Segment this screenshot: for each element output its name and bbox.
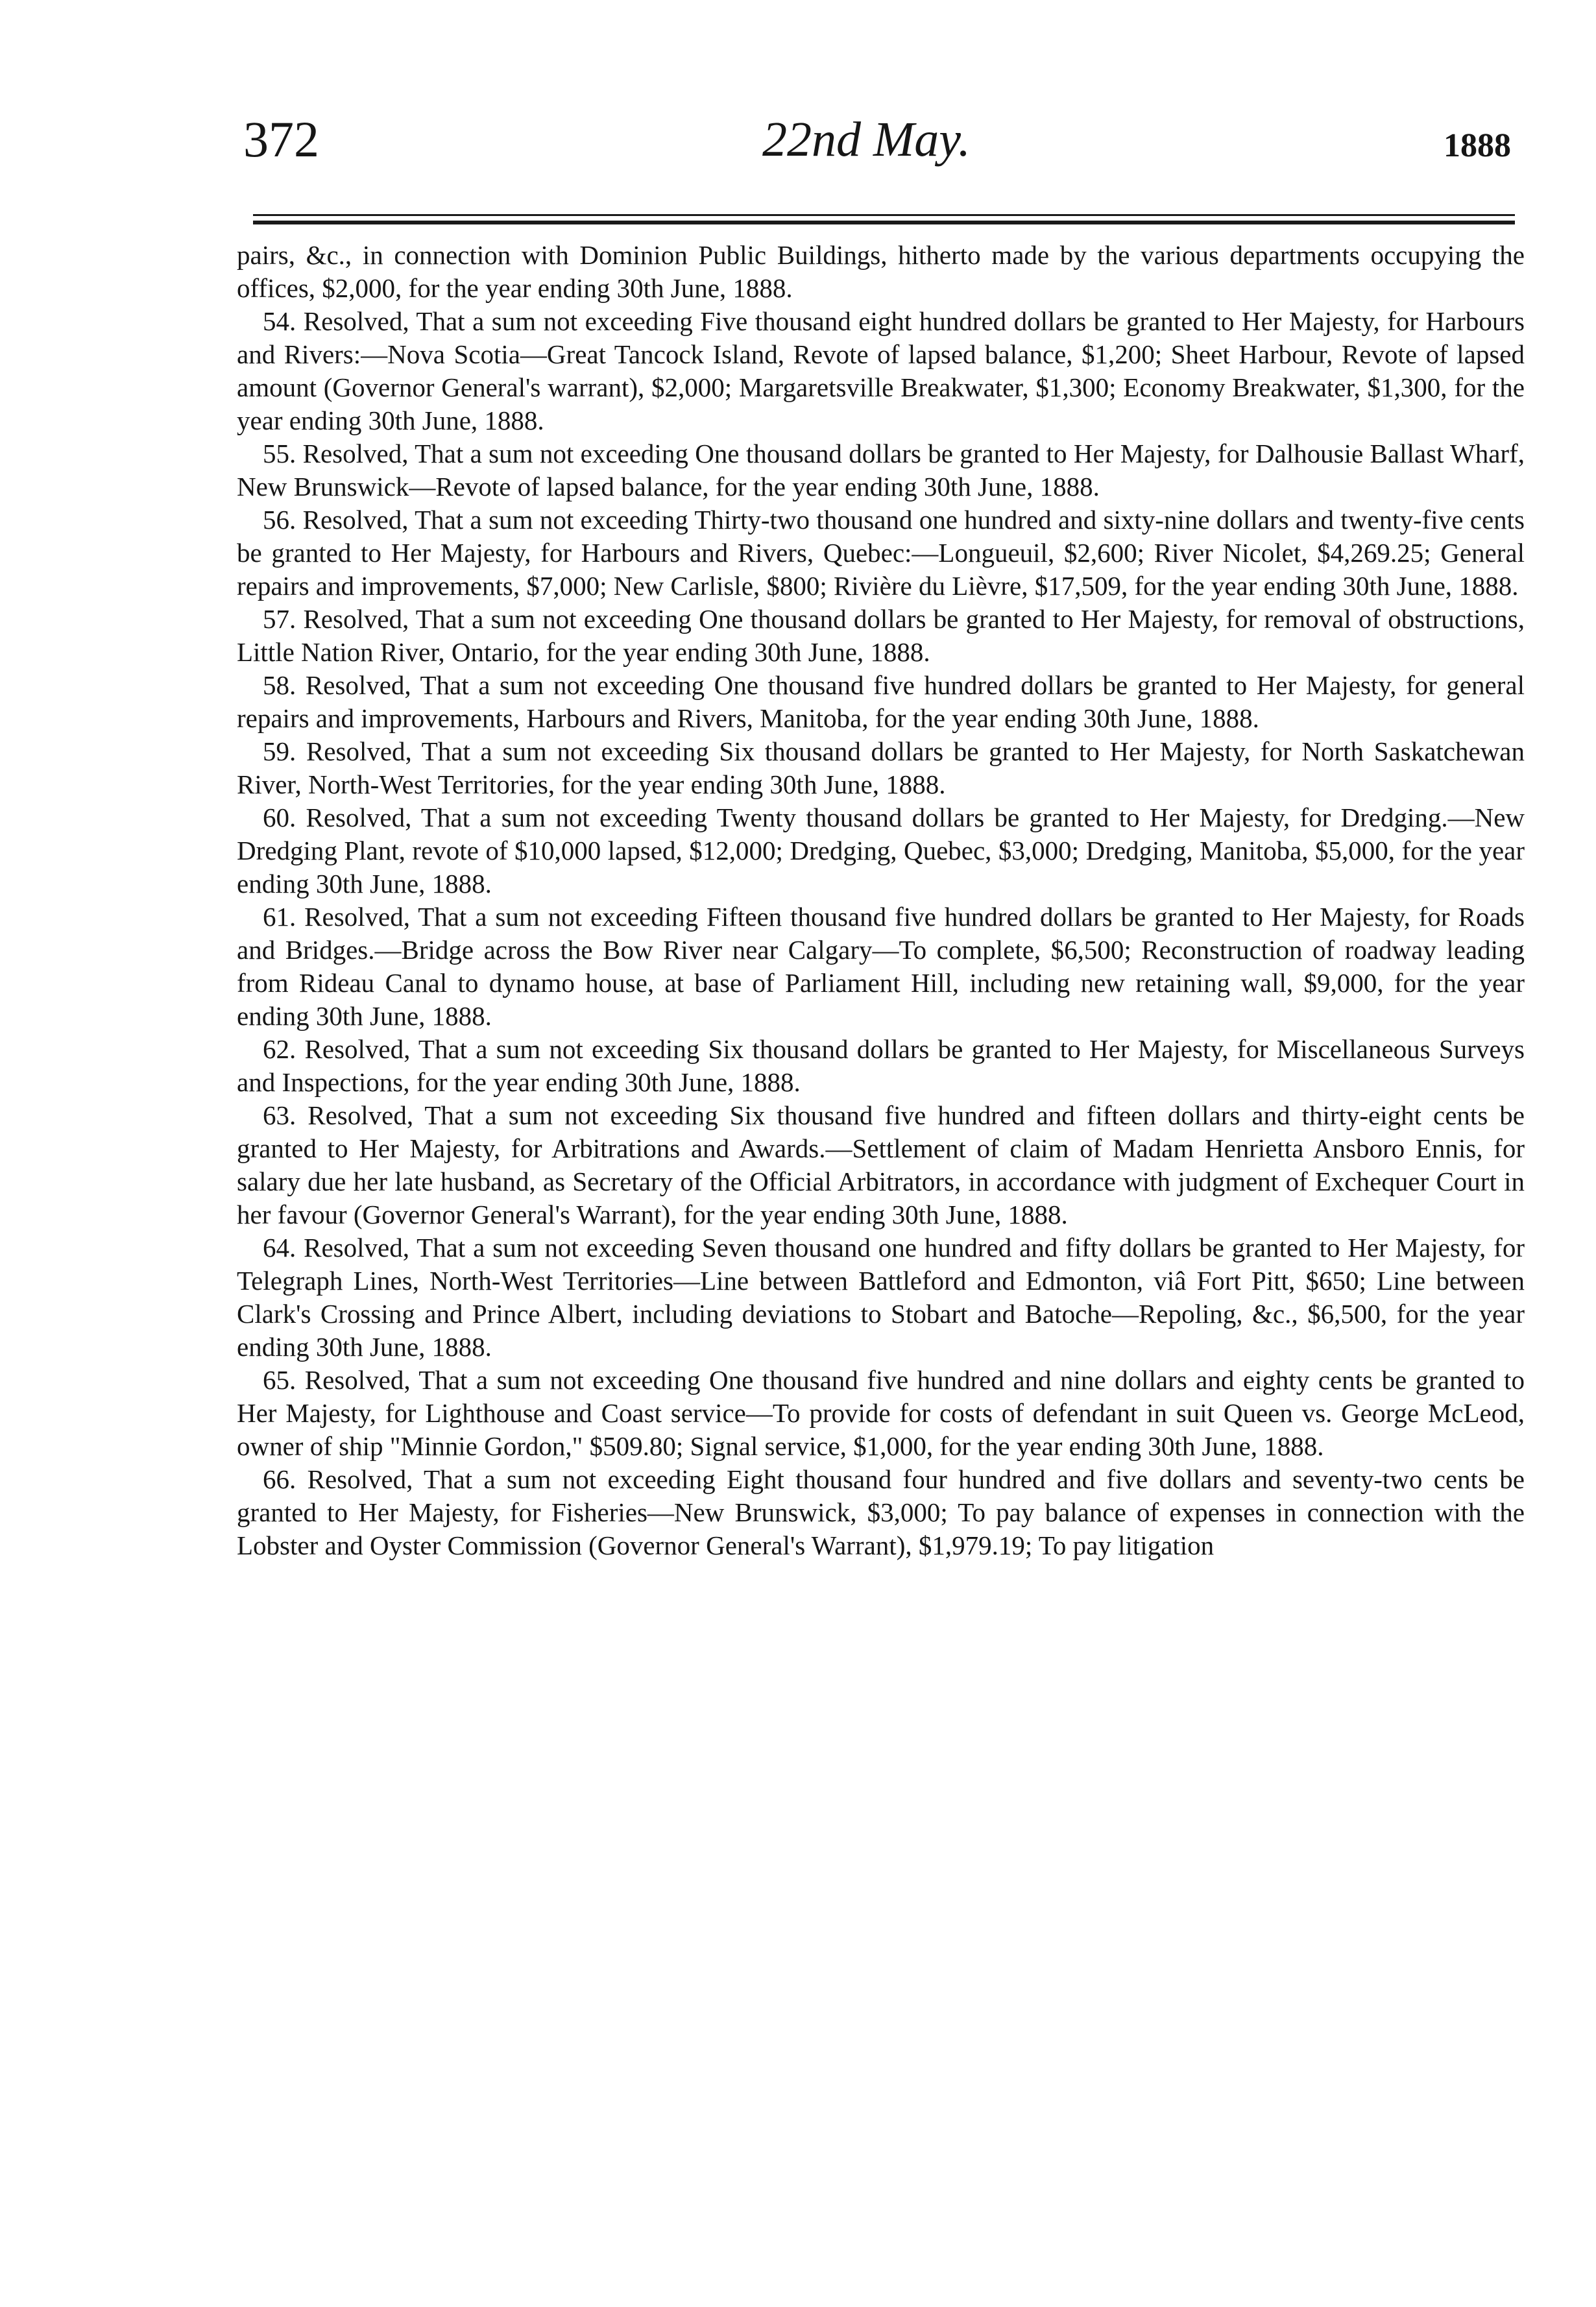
header-rule-thin xyxy=(253,214,1515,216)
page-title: 22nd May. xyxy=(762,112,971,167)
resolution-65: 65. Resolved, That a sum not exceeding One thousand five hundred and nine dollars and eighty cents be granted to Her Majesty, for Lighthouse and Coast service—To provide for costs of defendant in suit Queen vs. George McLeod, owner of ship "Minnie Gordon," $509.80; Signal service, $1,000, for the year ending 30th June, 1888. xyxy=(237,1365,1525,1461)
resolution-61: 61. Resolved, That a sum not exceeding Fifteen thousand five hundred dollars be granted to Her Majesty, for Roads and Bridges.—Bridge across the Bow River near Calgary—To complete, $6,500; Reconstruction of roadway leading from Rideau Canal to dynamo house, at base of Parliament Hill, including new retaining wall, $9,000, for the year ending 30th June, 1888. xyxy=(237,902,1525,1031)
resolution-64: 64. Resolved, That a sum not exceeding Seven thousand one hundred and fifty dollars be granted to Her Majesty, for Telegraph Lines, North-West Territories—Line between Battleford and Edmonton, viâ Fort Pitt, $650; Line between Clark's Crossing and Prince Albert, including deviations to Stobart and Batoche—Repoling, &c., $6,500, for the year ending 30th June, 1888. xyxy=(237,1233,1525,1362)
resolution-59: 59. Resolved, That a sum not exceeding Six thousand dollars be granted to Her Majesty, for North Saskatchewan River, North-West Territories, for the year ending 30th June, 1888. xyxy=(237,736,1525,799)
header-rule-thick xyxy=(253,221,1515,224)
resolution-57: 57. Resolved, That a sum not exceeding One thousand dollars be granted to Her Majesty, for removal of obstructions, Little Nation River, Ontario, for the year ending 30th June, 1888. xyxy=(237,604,1525,667)
resolutions-text xyxy=(237,239,1525,1562)
resolution-63: 63. Resolved, That a sum not exceeding Six thousand five hundred and fifteen dollars and thirty-eight cents be granted to Her Majesty, for Arbitrations and Awards.—Settlement of claim of Madam Henrietta Ansboro Ennis, for salary due her late husband, as Secretary of the Official Arbitrators, in accordance with judgment of Exchequer Court in her favour (Governor General's Warrant), for the year ending 30th June, 1888. xyxy=(237,1100,1525,1229)
resolution-56: 56. Resolved, That a sum not exceeding Thirty-two thousand one hundred and sixty-nine dollars and twenty-five cents be granted to Her Majesty, for Harbours and Rivers, Quebec:—Longueuil, $2,600; River Nicolet, $4,269.25; General repairs and improvements, $7,000; New Carlisle, $800; Rivière du Lièvre, $17,509, for the year ending 30th June, 1888. xyxy=(237,505,1525,601)
page-number: 372 xyxy=(243,111,319,167)
page-year: 1888 xyxy=(1444,127,1511,164)
paragraph-continuation: pairs, &c., in connection with Dominion Public Buildings, hitherto made by the various departments occupying the offices, $2,000, for the year ending 30th June, 1888. xyxy=(237,240,1525,303)
resolution-60: 60. Resolved, That a sum not exceeding Twenty thousand dollars be granted to Her Majesty, for Dredging.—New Dredging Plant, revote of $10,000 lapsed, $12,000; Dredging, Quebec, $3,000; Dredging, Manitoba, $5,000, for the year ending 30th June, 1888. xyxy=(237,803,1525,899)
resolution-55: 55. Resolved, That a sum not exceeding One thousand dollars be granted to Her Majesty, for Dalhousie Ballast Wharf, New Brunswick—Revote of lapsed balance, for the year ending 30th June, 1888. xyxy=(237,439,1525,501)
resolution-54: 54. Resolved, That a sum not exceeding Five thousand eight hundred dollars be granted to Her Majesty, for Harbours and Rivers:—Nova Scotia—Great Tancock Island, Revote of lapsed balance, $1,200; Sheet Harbour, Revote of lapsed amount (Governor General's warrant), $2,000; Margaretsville Breakwater, $1,300; Economy Breakwater, $1,300, for the year ending 30th June, 1888. xyxy=(237,306,1525,435)
resolution-66: 66. Resolved, That a sum not exceeding Eight thousand four hundred and five dollars and seventy-two cents be granted to Her Majesty, for Fisheries—New Brunswick, $3,000; To pay balance of expenses in connection with the Lobster and Oyster Commission (Governor General's Warrant), $1,979.19; To pay litigation xyxy=(237,1464,1525,1560)
resolution-62: 62. Resolved, That a sum not exceeding Six thousand dollars be granted to Her Majesty, for Miscellaneous Surveys and Inspections, for the year ending 30th June, 1888. xyxy=(237,1034,1525,1097)
resolution-58: 58. Resolved, That a sum not exceeding One thousand five hundred dollars be granted to Her Majesty, for general repairs and improvements, Harbours and Rivers, Manitoba, for the year ending 30th June, 1888. xyxy=(237,670,1525,733)
